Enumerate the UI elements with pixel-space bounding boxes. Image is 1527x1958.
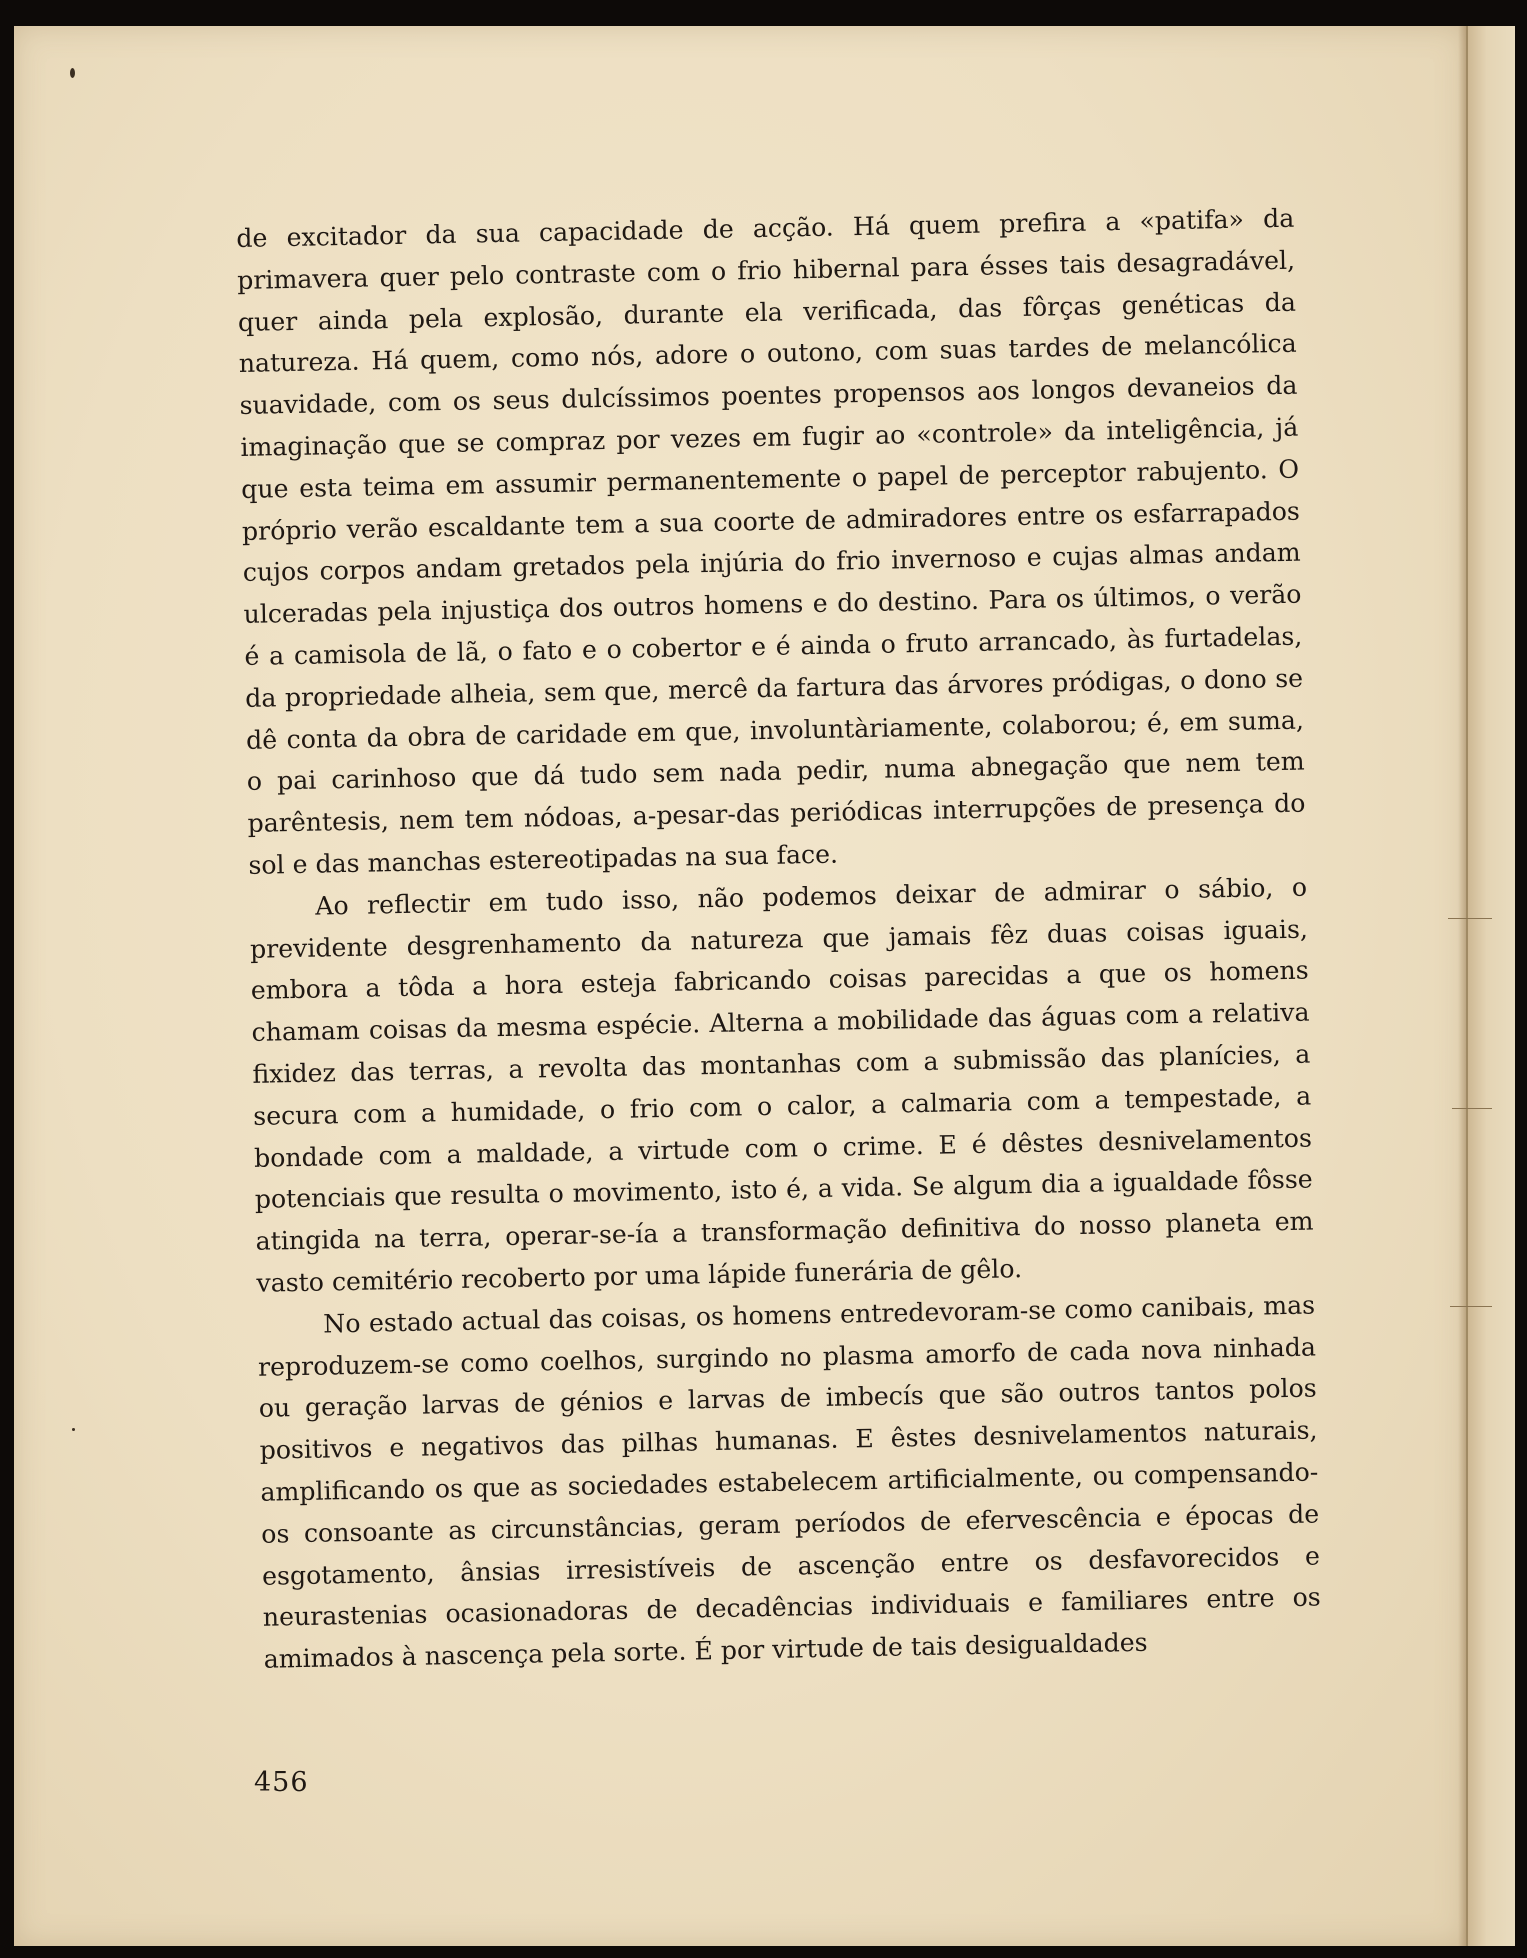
paragraph-2: [249, 866, 1315, 1304]
edge-mark: [1452, 1108, 1492, 1109]
edge-mark: [1448, 918, 1492, 919]
ink-speck: [70, 68, 75, 78]
page-number: 456: [254, 1767, 309, 1798]
ink-speck: [72, 1428, 75, 1431]
right-page-edge: [1466, 26, 1515, 1946]
paragraph-1: de excitador da sua capacidade de acção. Há quem prefira a «patifa» da primavera quer pelo contraste com o frio hibernal para ésses tais desagradável, quer ainda pela explosão, durante ela verificada, das fôrças genéticas da natureza. Há quem, como nós, adore o outono, com suas tardes de melancólica suavidade, com os seus dulcíssimos poentes propensos aos longos devaneios da imaginação que se compraz por vezes em fugir ao «controle» da inteligência, já que esta teima em assumir permanentemente o papel de perceptor rabujento. O próprio verão escaldante tem a sua coorte de admiradores entre os esfarrapados cujos corpos andam gretados pela injúria do frio invernoso e cujas almas andam ulceradas pela injustiça dos outros homens e do destino. Para os últimos, o verão é a camisola de lã, o fato e o cobertor e é ainda o fruto arrancado, às furtadelas, da propriedade alheia, sem que, mercê da fartura das árvores pródigas, o dono se dê conta da obra de caridade em que, involuntàriamente, colaborou; é, em suma, o pai carinhoso que dá tudo sem nada pedir, numa abnegação que nem tem parêntesis, nem tem nódoas, a-pesar-das periódicas interrupções de presença do sol e das manchas estereotipadas na sua face.: [236, 203, 1306, 880]
edge-mark: [1450, 1306, 1492, 1307]
paragraph-3: No estado actual das coisas, os homens entredevoram-se como canibais, mas reproduzem-se como coelhos, surgindo no plasma amorfo de cada nova ninhada ou geração larvas de génios e larvas de imbecís que são outros tantos polos positivos e negativos das pilhas humanas. E êstes desnivelamentos naturais, amplificando os que as sociedades estabelecem artificialmente, ou compensando-os consoante as circunstâncias, geram períodos de efervescência e épocas de esgotamento, ânsias irresistíveis de ascenção entre os desfavorecidos e neurastenias ocasionadoras de decadências individuais e familiares entre os amimados à nascença pela sorte. É por virtude de tais desigualdades: [257, 1290, 1321, 1674]
body-text: [236, 198, 1322, 1681]
paragraph-2-text: Ao reflectir em tudo isso, não podemos deixar de admirar o sábio, o previdente desgrenhamento da natureza que jamais fêz duas coisas iguais, embora a tôda a hora esteja fabricando coisas parecidas a que os homens chamam coisas da mesma espécie. Alterna a mobilidade das águas com a relativa fixidez das terras, a revolta das montanhas com a submissão das planícies, a secura com a humidade, o frio com o calor, a calmaria com a tempestade, a bondade com a maldade, a virtude com o crime. E é dêstes desnivelamentos potenciais que resulta o movimento, isto é, a vida. Se algum dia a igualdade fôsse atingida na terra, operar-se-ía a transformação definitiva do nosso planeta em vasto cemitério recoberto por uma lápide funerária de gêlo.: [249, 872, 1314, 1298]
page-fold: [1458, 26, 1466, 1946]
